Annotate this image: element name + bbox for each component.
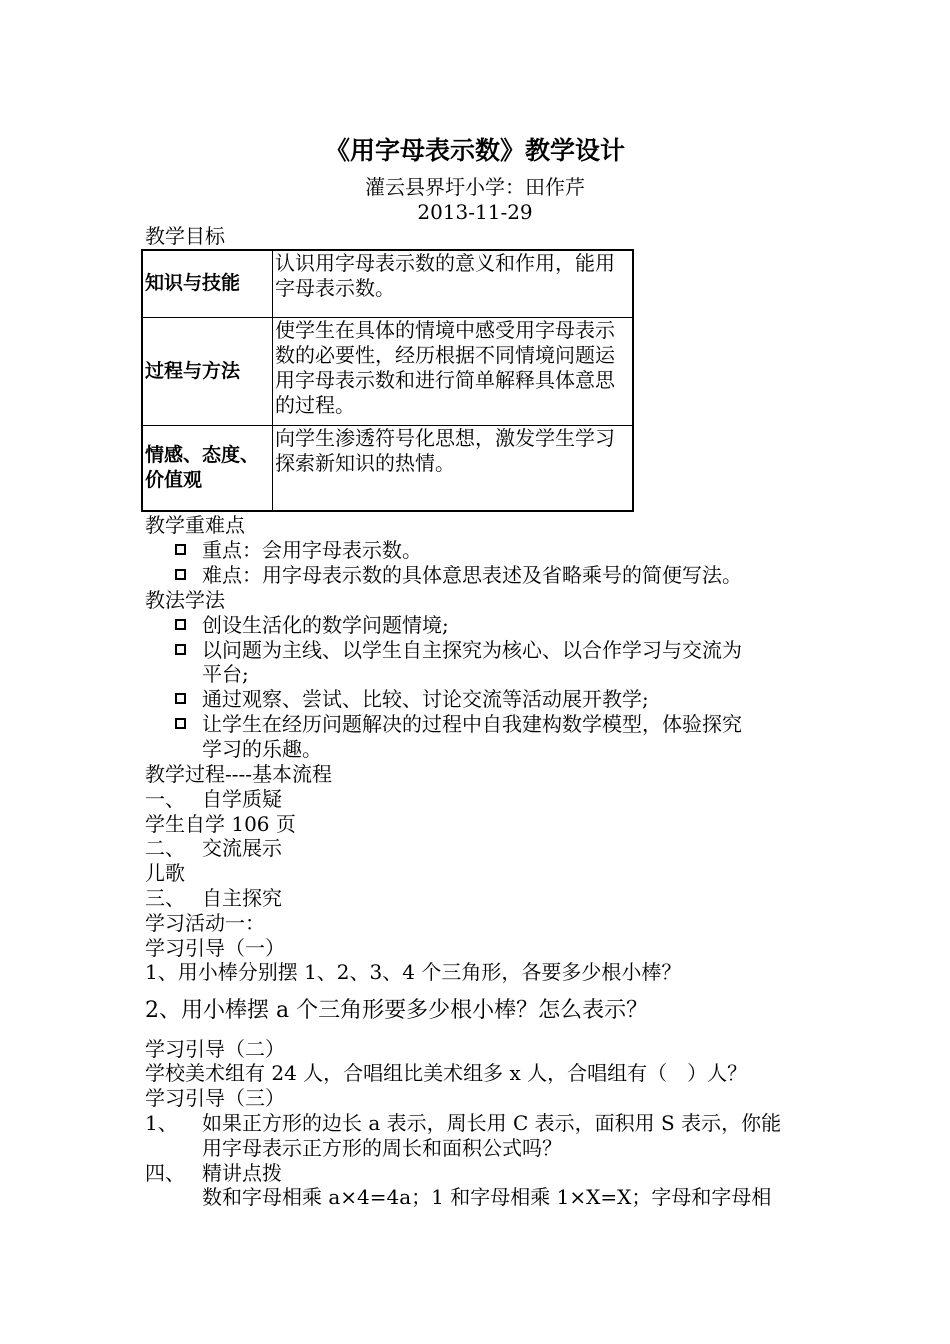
key-heading: 教学重难点 (145, 513, 245, 537)
section-number: 二、 (145, 836, 185, 860)
paragraph-text: 数和字母相乘 a×4=4a；1 和字母相乘 1×X=X；字母和字母相 (202, 1185, 772, 1209)
paragraph: 儿歌 (145, 861, 185, 885)
goal-head: 知识与技能 (142, 250, 273, 317)
list-item-text: 学习的乐趣。 (202, 737, 322, 761)
paragraph: 学习引导（二） (145, 1037, 285, 1061)
section-title: 自主探究 (202, 886, 282, 910)
goals-table (141, 249, 634, 512)
item-number: 1、 (145, 1111, 178, 1135)
section-title: 精讲点拨 (202, 1161, 282, 1185)
paragraph: 学校美术组有 24 人，合唱组比美术组多 x 人，合唱组有（ ）人？ (145, 1061, 748, 1085)
date-line: 2013-11-29 (417, 200, 533, 224)
item-text: 如果正方形的边长 a 表示，周长用 C 表示，面积用 S 表示，你能 (202, 1111, 782, 1135)
goals-heading: 教学目标 (145, 224, 225, 248)
paragraph: 学生自学 106 页 (145, 812, 296, 836)
section-number: 一、 (145, 787, 185, 811)
checkbox-icon (175, 619, 186, 630)
process-heading: 教学过程----基本流程 (145, 762, 333, 786)
paragraph: 1、用小棒分别摆 1、2、3、4 个三角形，各要多少根小棒？ (145, 960, 682, 984)
checkbox-icon (175, 718, 186, 729)
item-text: 用字母表示正方形的周长和面积公式吗？ (202, 1136, 562, 1160)
paragraph: 学习引导（三） (145, 1086, 285, 1110)
goal-body: 使学生在具体的情境中感受用字母表示数的必要性，经历根据不同情境问题运用字母表示数和进行简单解释具体意思的过程。 (273, 317, 634, 425)
list-item-text: 让学生在经历问题解决的过程中自我建构数学模型，体验探究 (202, 712, 742, 736)
goals-row (142, 250, 633, 317)
paragraph: 2、用小棒摆 a 个三角形要多少根小棒？怎么表示？ (145, 998, 649, 1023)
list-item-text: 通过观察、尝试、比较、讨论交流等活动展开教学; (202, 687, 649, 711)
goal-body: 认识用字母表示数的意义和作用，能用字母表示数。 (273, 250, 634, 317)
method-heading: 教法学法 (145, 588, 225, 612)
section-number: 四、 (145, 1161, 185, 1185)
checkbox-icon (175, 693, 186, 704)
list-item-text: 平台; (202, 662, 249, 686)
list-item-text: 创设生活化的数学问题情境; (202, 613, 449, 637)
document-title: 《用字母表示数》教学设计 (324, 136, 625, 165)
goals-row (142, 317, 633, 425)
checkbox-icon (175, 544, 186, 555)
goals-row (142, 425, 633, 511)
section-number: 三、 (145, 886, 185, 910)
section-title: 自学质疑 (202, 787, 282, 811)
goal-head: 情感、态度、价值观 (142, 425, 273, 511)
goal-head: 过程与方法 (142, 317, 273, 425)
checkbox-icon (175, 644, 186, 655)
paragraph: 学习活动一： (145, 911, 265, 935)
section-title: 交流展示 (202, 836, 282, 860)
author-line: 灌云县界圩小学：田作芹 (365, 175, 585, 199)
paragraph: 学习引导（一） (145, 936, 285, 960)
list-item-text: 以问题为主线、以学生自主探究为核心、以合作学习与交流为 (202, 638, 742, 662)
list-item-text: 难点：用字母表示数的具体意思表述及省略乘号的简便写法。 (202, 563, 742, 587)
checkbox-icon (175, 569, 186, 580)
list-item-text: 重点：会用字母表示数。 (202, 538, 422, 562)
goal-body: 向学生渗透符号化思想，激发学生学习探索新知识的热情。 (273, 425, 634, 511)
